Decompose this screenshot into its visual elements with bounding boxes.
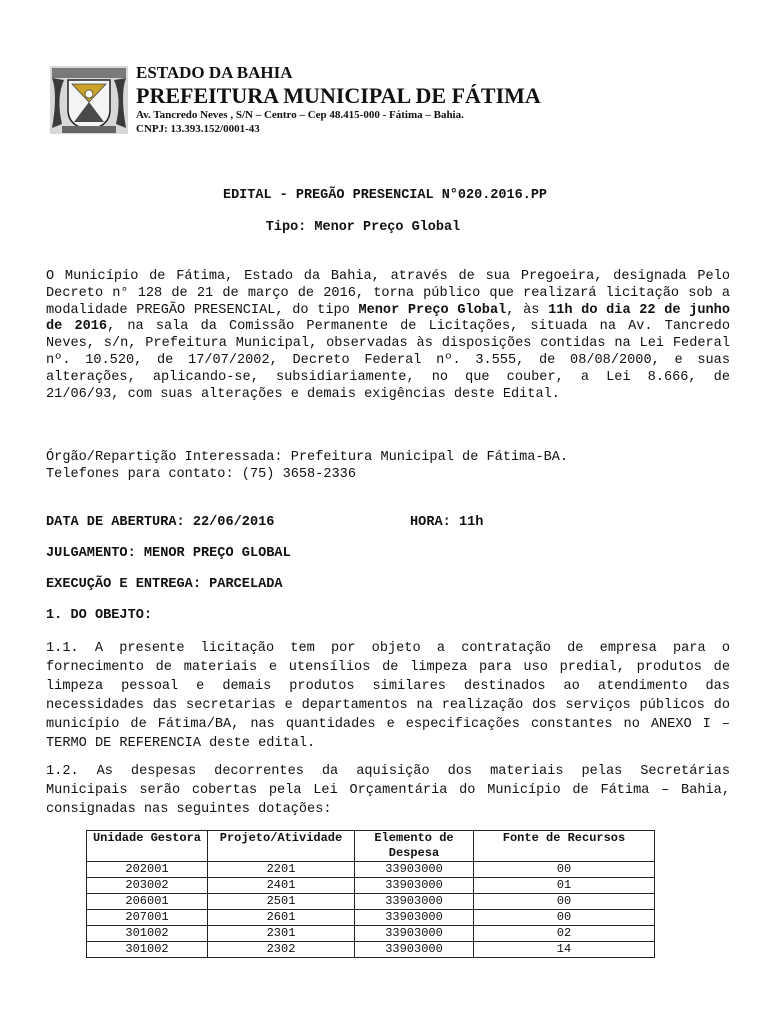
intro-bold-type: Menor Preço Global <box>358 302 507 318</box>
budget-table <box>86 830 655 958</box>
cell-unidade: 207001 <box>87 910 208 926</box>
header-projeto: Projeto/Atividade <box>208 831 355 862</box>
header-unidade: Unidade Gestora <box>87 831 208 862</box>
cell-projeto: 2201 <box>208 862 355 878</box>
cnpj-line: CNPJ: 13.393.152/0001-43 <box>136 123 260 135</box>
orgao-line: Órgão/Repartição Interessada: Prefeitura Municipal de Fátima-BA. <box>46 450 569 465</box>
table-row <box>87 942 655 958</box>
document-title: EDITAL - PREGÃO PRESENCIAL N°020.2016.PP <box>222 188 548 203</box>
header-fonte: Fonte de Recursos <box>474 831 655 862</box>
header-elemento: Elemento de Despesa <box>355 831 474 862</box>
judgment-line: JULGAMENTO: MENOR PREÇO GLOBAL <box>46 546 291 561</box>
opening-time: HORA: 11h <box>410 515 484 530</box>
table-row <box>87 878 655 894</box>
cell-fonte: 00 <box>474 894 655 910</box>
cell-fonte: 14 <box>474 942 655 958</box>
cell-fonte: 02 <box>474 926 655 942</box>
cell-unidade: 206001 <box>87 894 208 910</box>
table-row <box>87 862 655 878</box>
intro-paragraph <box>46 269 730 403</box>
cell-elemento: 33903000 <box>355 878 474 894</box>
telefones-line: Telefones para contato: (75) 3658-2336 <box>46 467 356 482</box>
table-row <box>87 910 655 926</box>
cell-elemento: 33903000 <box>355 910 474 926</box>
clause-1-2: 1.2. As despesas decorrentes da aquisição dos materiais pelas Secretárias Municipais serão cobertas pela Lei Orçamentária do Município de Fátima – Bahia, consignadas nas seguintes dotações: <box>46 764 730 817</box>
cell-fonte: 01 <box>474 878 655 894</box>
table-row <box>87 894 655 910</box>
clause-1-1: 1.1. A presente licitação tem por objeto a contratação de empresa para o fornecimento de materiais e utensílios de limpeza para uso predial, produtos de limpeza pessoal e demais produtos similares destinados ao atendimento das necessidades das secretarias e departamentos na realização dos serviços públicos do município de Fátima/BA, nas quantidades e especificações constantes no ANEXO I – TERMO DE REFERENCIA deste edital. <box>46 641 730 751</box>
letterhead-text <box>136 62 541 136</box>
prefeitura-name: PREFEITURA MUNICIPAL DE FÁTIMA <box>136 83 541 108</box>
intro-text-3: , na sala da Comissão Permanente de Licitações, situada na Av. Tancredo Neves, s/n, Prefeitura Municipal, observadas às disposições contidas na Lei Federal nº. 10.520, de 17/07/2002, Decreto Federal nº. 3.555, de 08/08/2000, e suas alterações, aplicando-se, subsidiariamente, no que couber, a Lei 8.666, de 21/06/93, com suas alterações e demais exigências deste Edital. <box>46 319 730 402</box>
document-subtitle: Tipo: Menor Preço Global <box>265 220 461 235</box>
cell-unidade: 301002 <box>87 942 208 958</box>
address-line: Av. Tancredo Neves , S/N – Centro – Cep 48.415-000 - Fátima – Bahia. <box>136 109 464 121</box>
intro-bold-date: 11h do dia 22 de junho de 2016 <box>46 302 730 335</box>
cell-fonte: 00 <box>474 862 655 878</box>
state-name: ESTADO DA BAHIA <box>136 63 293 82</box>
cell-elemento: 33903000 <box>355 942 474 958</box>
cell-elemento: 33903000 <box>355 862 474 878</box>
letterhead <box>48 62 648 142</box>
cell-elemento: 33903000 <box>355 926 474 942</box>
cell-projeto: 2301 <box>208 926 355 942</box>
section-heading: 1. DO OBEJTO: <box>46 608 153 623</box>
opening-date: DATA DE ABERTURA: 22/06/2016 <box>46 515 275 530</box>
intro-text-2: , às <box>506 302 549 318</box>
cell-projeto: 2302 <box>208 942 355 958</box>
cell-unidade: 301002 <box>87 926 208 942</box>
table-row <box>87 926 655 942</box>
cell-unidade: 202001 <box>87 862 208 878</box>
cell-elemento: 33903000 <box>355 894 474 910</box>
cell-projeto: 2601 <box>208 910 355 926</box>
table-header-row <box>87 831 655 862</box>
cell-projeto: 2501 <box>208 894 355 910</box>
cell-projeto: 2401 <box>208 878 355 894</box>
municipal-coat-of-arms-icon <box>48 64 130 136</box>
intro-text-1: O Município de Fátima, Estado da Bahia, através de sua Pregoeira, designada Pelo Decreto n° 128 de 21 de março de 2016, torna público que realizará licitação sob a modalidade PREGÃO PRESENCIAL, do tipo <box>46 269 730 318</box>
cell-unidade: 203002 <box>87 878 208 894</box>
cell-fonte: 00 <box>474 910 655 926</box>
execution-line: EXECUÇÃO E ENTREGA: PARCELADA <box>46 577 283 592</box>
